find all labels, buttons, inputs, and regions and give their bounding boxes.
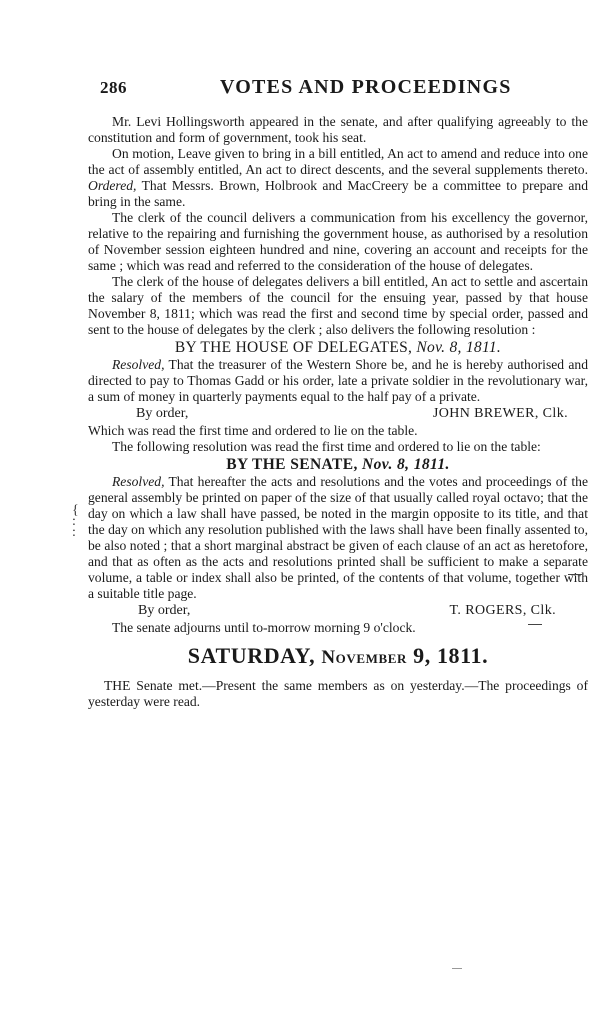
day-month: November — [321, 647, 408, 668]
paragraph-following-resolution: The following resolution was read the first time and ordered to lie on the table: — [112, 439, 541, 454]
page-header — [96, 74, 512, 106]
short-rule — [568, 574, 582, 575]
senate-resolution-text — [88, 474, 588, 602]
delegates-resolution-heading — [88, 340, 588, 356]
delegates-resolution-text — [88, 357, 588, 405]
by-order-label: By order, — [138, 603, 191, 618]
running-head: VOTES AND PROCEEDINGS — [220, 76, 512, 98]
delegates-heading-text: BY THE HOUSE OF DELEGATES, — [174, 339, 413, 356]
motion-committee-text: That Messrs. Brown, Holbrook and MacCreery be a committee to prepare and bring in the same. — [88, 178, 588, 209]
delegates-heading-date: Nov. 8, 1811. — [416, 339, 502, 356]
senate-heading-date: Nov. 8, 1811. — [362, 456, 450, 473]
closing-the: THE — [104, 678, 131, 693]
closing-paragraph — [88, 678, 588, 710]
clerk-name: JOHN BREWER, Clk. — [432, 406, 568, 421]
paragraph-motion — [88, 146, 588, 210]
paragraph-hollingsworth: Mr. Levi Hollingsworth appeared in the senate, and after qualifying agreeably to the constitution and form of government, took his seat. — [88, 114, 588, 145]
paragraph-council-communication: The clerk of the council delivers a communication from his excellency the governor, relative to the repairing and furnishing the government house, as authorised by a resolution of November session eighteen hundred and nine, covering an account and receipts for the same ; which was read and referred to the consideration of the house of delegates. — [88, 210, 588, 273]
by-order-label: By order, — [136, 406, 189, 421]
short-rule — [528, 624, 542, 625]
closing-text: Senate met.—Present the same members as on yesterday.—The proceedings of yesterday were read. — [88, 678, 588, 709]
resolved-word: Resolved, — [112, 357, 165, 372]
day-date: 9, 1811. — [413, 643, 489, 668]
ordered-word: Ordered, — [88, 178, 137, 193]
motion-text: On motion, Leave given to bring in a bill entitled, An act to amend and reduce into one the act of assembly entitled, An act to direct descents, and the several supplements thereto. — [88, 146, 588, 177]
senate-resolution-heading — [88, 457, 588, 473]
senate-heading-text: BY THE SENATE, — [226, 456, 358, 473]
day-weekday: SATURDAY, — [187, 643, 316, 668]
senate-resolution-body: That hereafter the acts and resolutions and the votes and proceedings of the general assembly be printed on paper of the size of that usually called royal octavo; that the day on which a law shall have passed, be noted in the margin opposite to its title, and that the day on which any resolution published with the laws shall have been finally assented to, be also noted ; that a short marginal abstract be given of each clause of an act as heretofore, and that as often as the acts and resolutions printed shall be sufficient to make a separate volume, a table or index shall also be printed, of the contents of that volume, together with a suitable title page. — [88, 474, 588, 601]
short-rule — [452, 968, 462, 969]
clerk-name: T. ROGERS, Clk. — [449, 603, 556, 618]
page-body — [88, 114, 588, 710]
paragraph-delegates-bill: The clerk of the house of delegates delivers a bill entitled, An act to settle and ascertain the salary of the members of the council for the ensuing year, passed by that house November 8, 1811; which was read the first and second time by special order, passed and sent to the house of delegates by the clerk ; also delivers the following resolution : — [88, 274, 588, 337]
day-heading — [88, 643, 588, 668]
margin-mark: { : : — [72, 503, 79, 540]
paragraph-lie-on-table: Which was read the first time and ordered to lie on the table. — [88, 423, 418, 438]
delegates-signature — [88, 405, 588, 423]
adjournment-line: The senate adjourns until to-morrow morning 9 o'clock. — [112, 620, 416, 635]
page-number: 286 — [100, 78, 127, 97]
delegates-resolution-body: That the treasurer of the Western Shore be, and he is hereby authorised and directed to pay to Thomas Gadd or his order, late a private soldier in the revolutionary war, a sum of money in quarterly payments equal to the half pay of a private. — [88, 357, 588, 404]
senate-signature — [88, 602, 588, 620]
resolved-word: Resolved, — [112, 474, 165, 489]
